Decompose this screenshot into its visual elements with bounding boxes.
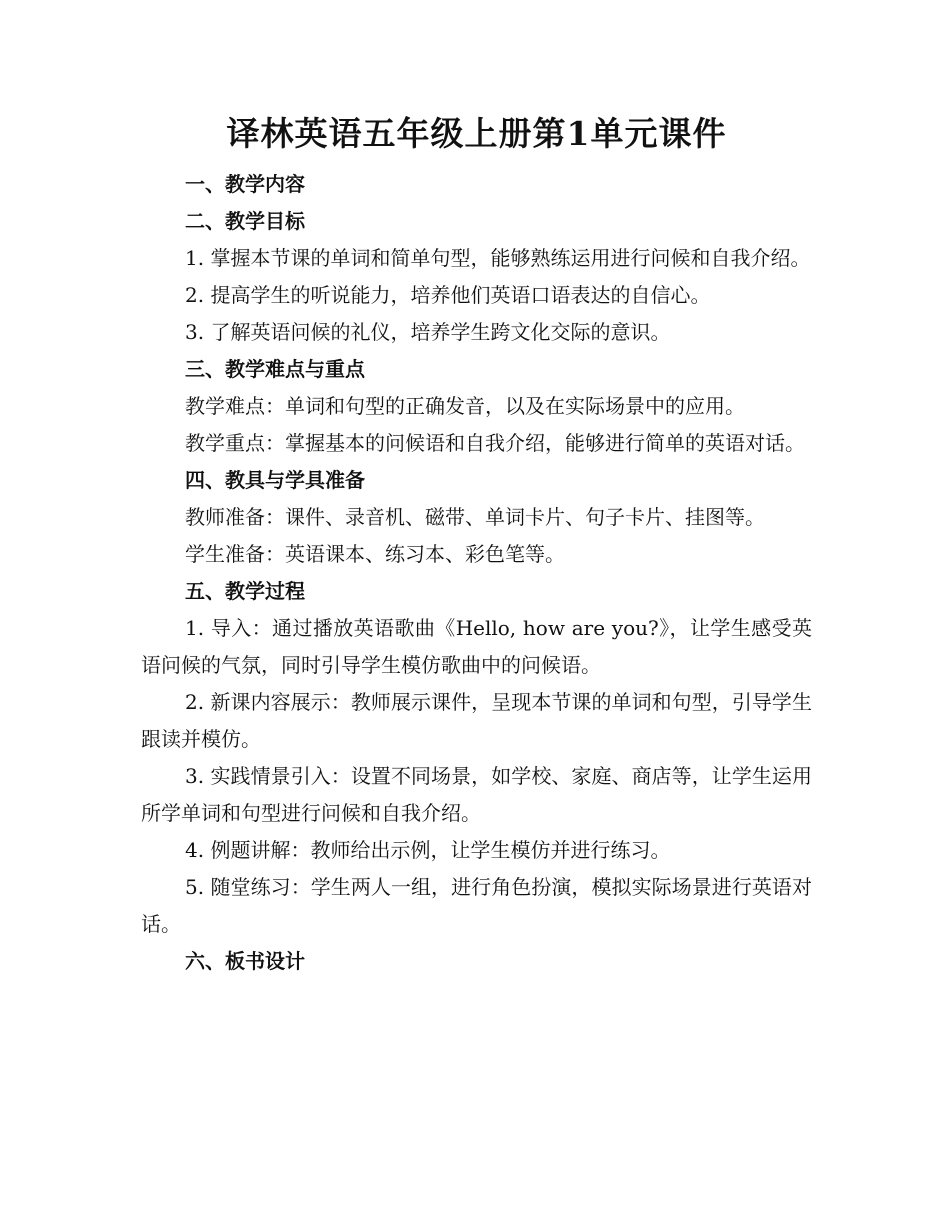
key-point-paragraph: 教学重点：掌握基本的问候语和自我介绍，能够进行简单的英语对话。 xyxy=(185,431,805,455)
process-step-4: 4. 例题讲解：教师给出示例，让学生模仿并进行练习。 xyxy=(185,838,671,862)
document-title: 译林英语五年级上册第1单元课件 xyxy=(226,114,727,153)
difficulty-paragraph: 教学难点：单词和句型的正确发音，以及在实际场景中的应用。 xyxy=(185,394,745,418)
section-heading-objectives: 二、教学目标 xyxy=(185,209,305,233)
section-heading-content: 一、教学内容 xyxy=(185,172,305,196)
process-step-5: 5. 随堂练习：学生两人一组，进行角色扮演，模拟实际场景进行英语对话。 xyxy=(141,875,812,936)
student-materials-paragraph: 学生准备：英语课本、练习本、彩色笔等。 xyxy=(185,542,565,566)
section-heading-difficulties: 三、教学难点与重点 xyxy=(185,357,365,381)
section-heading-board-design: 六、板书设计 xyxy=(185,949,305,973)
process-step-2: 2. 新课内容展示：教师展示课件，呈现本节课的单词和句型，引导学生跟读并模仿。 xyxy=(141,690,812,751)
process-step-3: 3. 实践情景引入：设置不同场景，如学校、家庭、商店等，让学生运用所学单词和句型进行问候和自我介绍。 xyxy=(141,764,812,825)
section-heading-materials: 四、教具与学具准备 xyxy=(185,468,365,492)
section-heading-process: 五、教学过程 xyxy=(185,579,305,603)
process-step-1: 1. 导入：通过播放英语歌曲《Hello, how are you?》，让学生感受英语问候的气氛，同时引导学生模仿歌曲中的问候语。 xyxy=(141,616,812,677)
objective-item-1: 1. 掌握本节课的单词和简单句型，能够熟练运用进行问候和自我介绍。 xyxy=(185,246,811,270)
objective-item-3: 3. 了解英语问候的礼仪，培养学生跨文化交际的意识。 xyxy=(185,320,671,344)
teacher-materials-paragraph: 教师准备：课件、录音机、磁带、单词卡片、句子卡片、挂图等。 xyxy=(185,505,765,529)
objective-item-2: 2. 提高学生的听说能力，培养他们英语口语表达的自信心。 xyxy=(185,283,711,307)
